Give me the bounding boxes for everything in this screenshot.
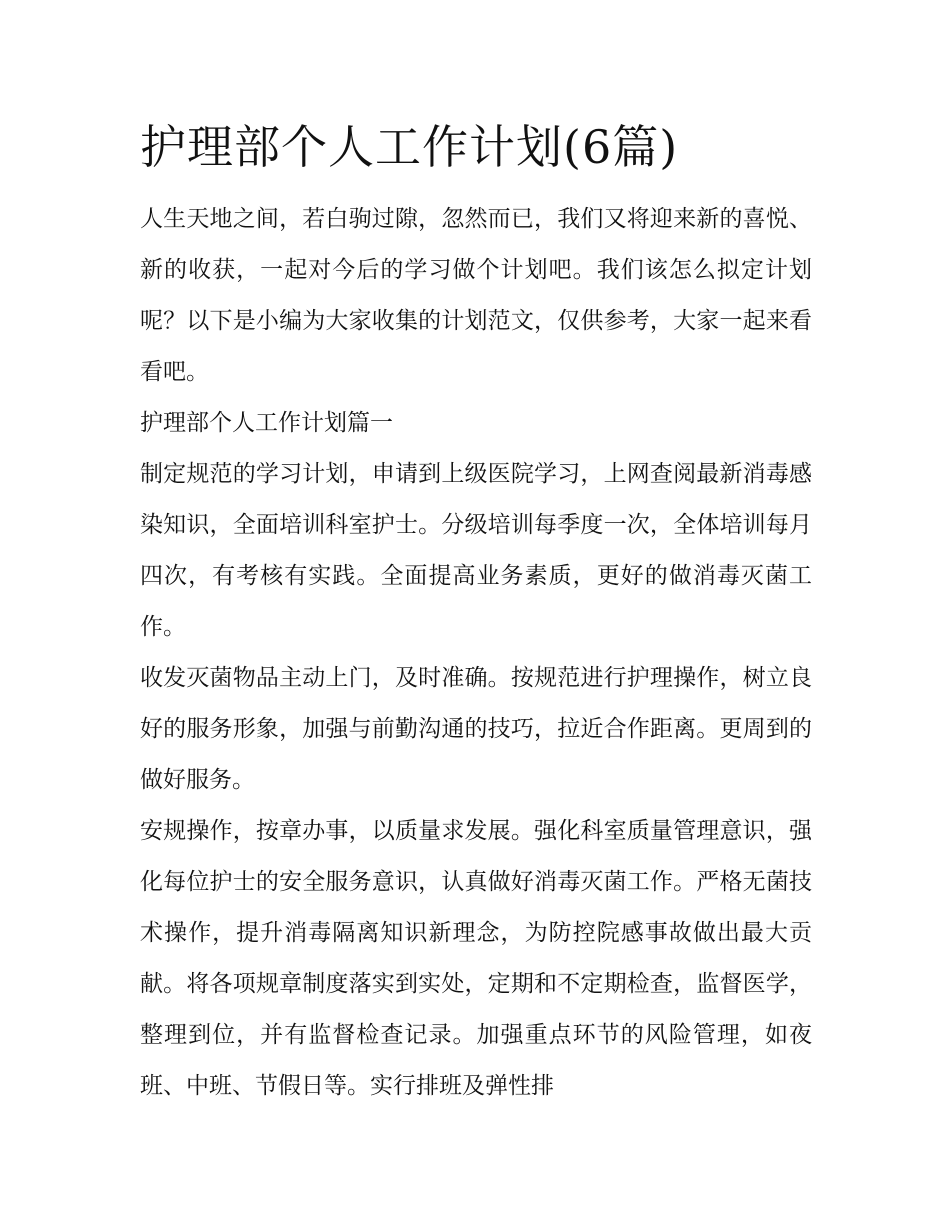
document-content [140, 112, 812, 1112]
document-title: 护理部个人工作计划(6篇) [140, 120, 679, 174]
body-paragraph: 收发灭菌物品主动上门，及时准确。按规范进行护理操作，树立良好的服务形象，加强与前勤沟通的技巧，拉近合作距离。更周到的做好服务。 [140, 665, 812, 793]
body-paragraph: 制定规范的学习计划，申请到上级医院学习，上网查阅最新消毒感染知识，全面培训科室护士。分级培训每季度一次，全体培训每月四次，有考核有实践。全面提高业务素质，更好的做消毒灭菌工作。 [140, 461, 812, 640]
section-heading: 护理部个人工作计划篇一 [140, 410, 393, 436]
body-paragraph: 安规操作，按章办事，以质量求发展。强化科室质量管理意识，强化每位护士的安全服务意识，认真做好消毒灭菌工作。严格无菌技术操作，提升消毒隔离知识新理念，为防控院感事故做出最大贡献。将各项规章制度落实到实处，定期和不定期检查，监督医学，整理到位，并有监督检查记录。加强重点环节的风险管理，如夜班、中班、节假日等。实行排班及弹性排 [140, 818, 812, 1099]
document-body [140, 194, 812, 1112]
intro-paragraph: 人生天地之间，若白驹过隙，忽然而已，我们又将迎来新的喜悦、新的收获，一起对今后的学习做个计划吧。我们该怎么拟定计划呢？以下是小编为大家收集的计划范文，仅供参考，大家一起来看看吧。 [140, 206, 812, 385]
